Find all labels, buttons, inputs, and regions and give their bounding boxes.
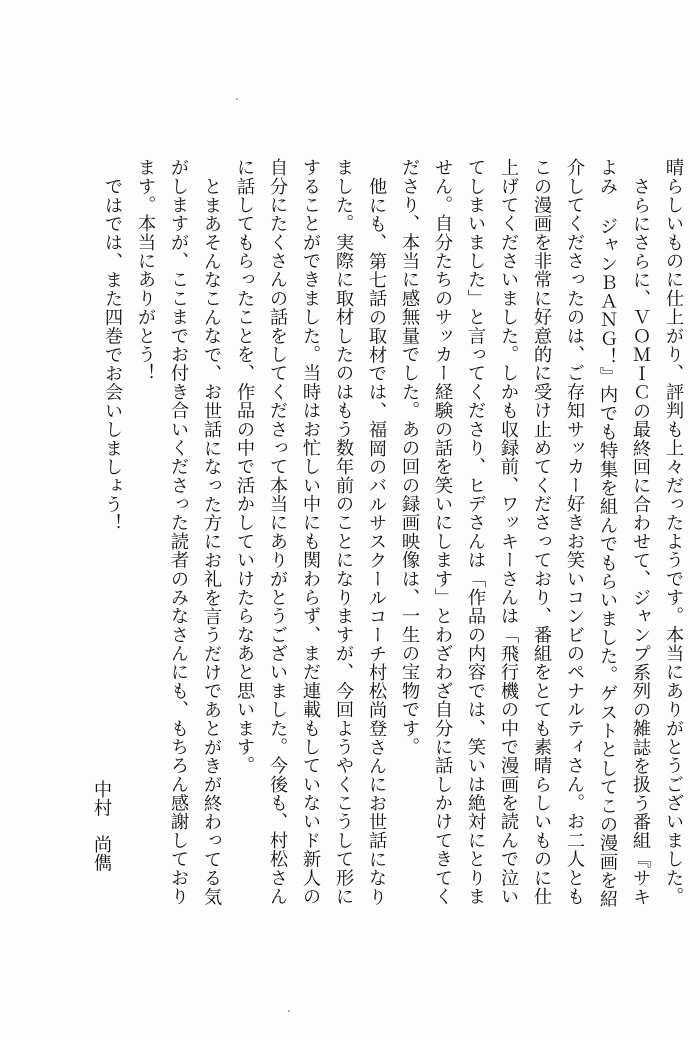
text-column-6: 上げてくださいました。しかも収録前、ワッキーさんは「飛行機の中で漫画を読んで泣い [498,158,519,906]
text-column-18: ではでは、また四巻でお会いしましょう！ [102,177,123,533]
text-column-8: せん。自分たちのサッカー経験の話を笑いにします」とわざわざ自分に話しかけてきてく [432,158,453,906]
text-column-9: ださり、本当に感無量でした。あの回の録画映像は、一生の宝物です。 [399,158,420,757]
text-column-4: 介してくださったのは、ご存知サッカー好きお笑いコンビのペナルティさん。お二人とも [564,158,585,906]
paper-speck [288,1010,290,1012]
text-column-5: この漫画を非常に好意的に受け止めてくださっており、番組をとても素晴らしいものに仕 [531,158,552,906]
text-column-3: よみ ジャンＢＡＮＧ！』内でも特集を組んでもらいました。ゲストとしてこの漫画を紹 [597,158,618,909]
text-column-16: がしますが、ここまでお付き合いくださった読者のみなさんにも、もちろん感謝しており [168,158,189,906]
text-column-10: 他にも、第七話の取材では、福岡のバルサスクールコーチ村松尚登さんにお世話になり [366,177,387,906]
text-column-11: ました。実際に取材したのはもう数年前のことになりますが、今回ようやくこうして形に [333,158,354,906]
text-column-7: てしまいました」と言ってくださり、ヒデさんは「作品の内容では、笑いは絶対にとりま [465,158,486,906]
text-column-17: ます。本当にありがとう！ [135,158,156,383]
author-signature: 中村 尚儁 [91,780,112,872]
text-column-14: に話してもらったことを、作品の中で活かしていけたらなあと思います。 [234,158,255,775]
paper-speck [236,98,238,100]
text-column-13: 自分にたくさんの話をしてくださって本当にありがとうございました。今後も、村松さん [267,158,288,906]
text-column-1: 晴らしいものに仕上がり、評判も上々だったようです。本当にありがとうございました。 [663,158,684,906]
text-column-12: することができました。当時はお忙しい中にも関わらず、まだ連載もしていないド新人の [300,158,321,906]
text-column-15: とまあそんなこんなで、お世話になった方にお礼を言うだけであとがきが終わってる気 [201,177,222,906]
text-column-2: さらにさらに、ＶＯＭＩＣの最終回に合わせて、ジャンプ系列の雑誌を扱う番組『サキ [630,177,651,906]
